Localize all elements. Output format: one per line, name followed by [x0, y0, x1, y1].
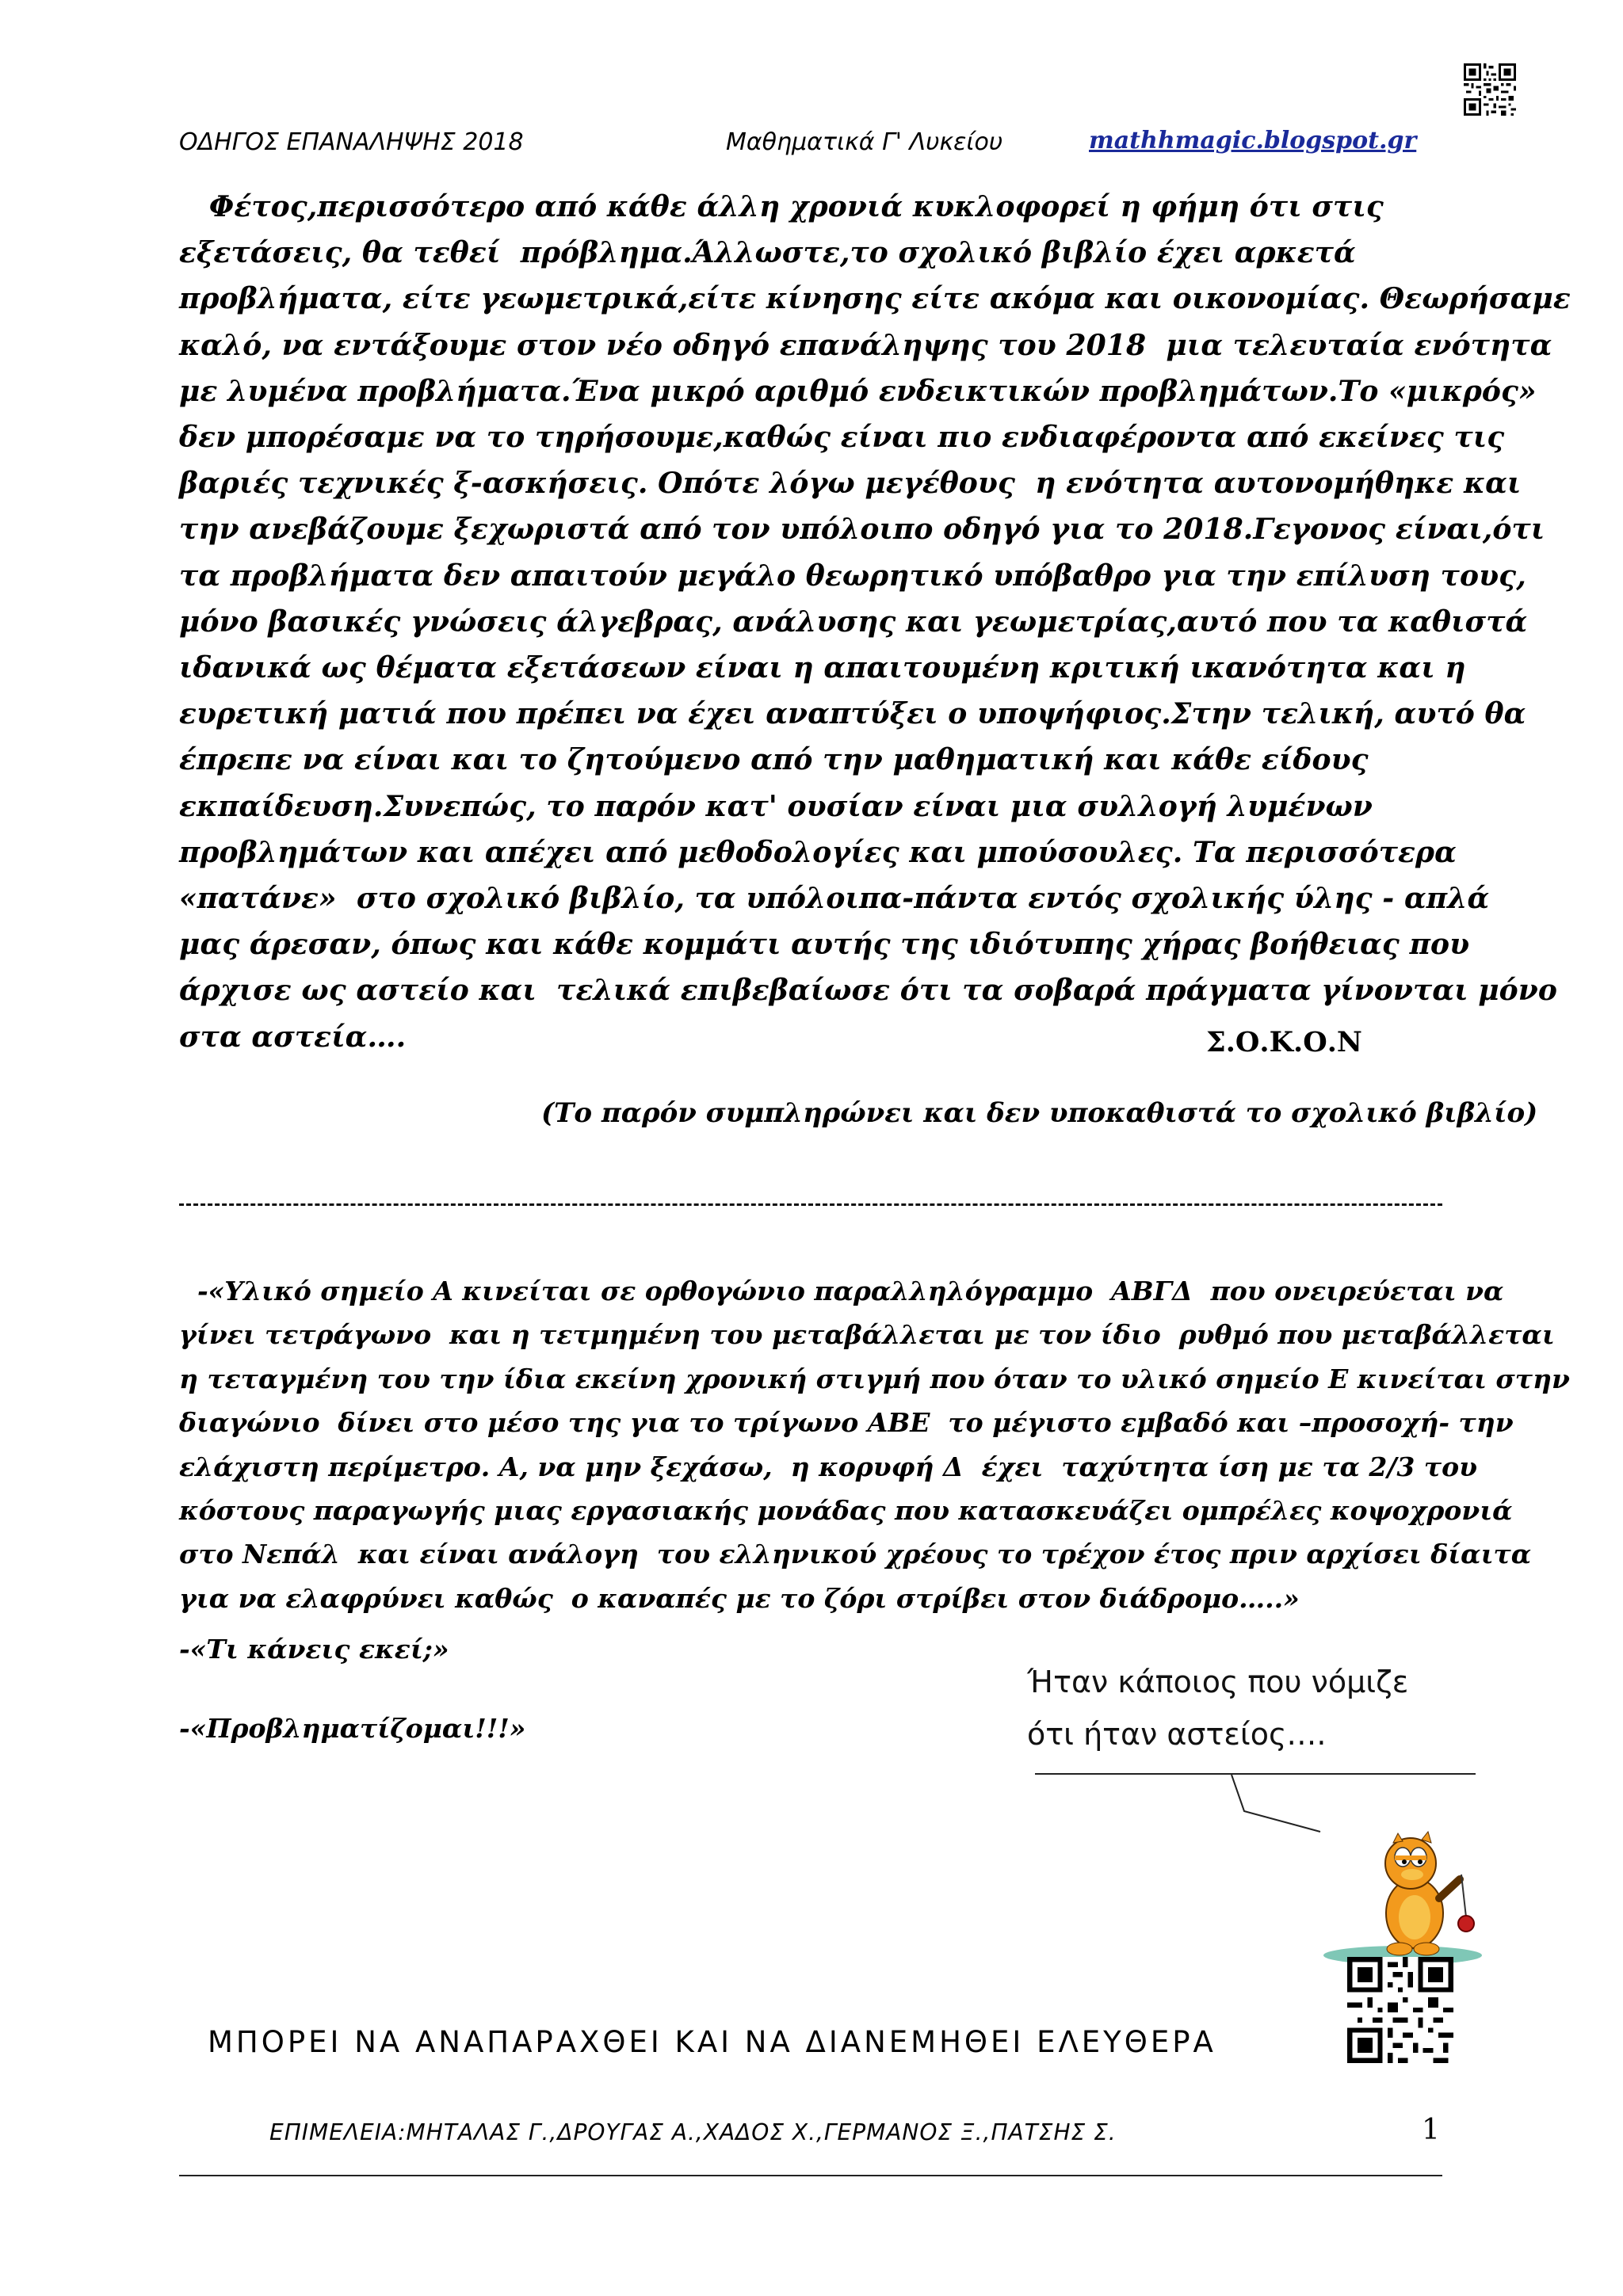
qr-code-bottom [1347, 1957, 1453, 2066]
qr-code-icon [1464, 63, 1516, 116]
speech-bubble-tail [1220, 1773, 1323, 1836]
intro-paragraph: Φέτος,περισσότερο από κάθε άλλη χρονιά κυκλοφορεί η φήμη ότι στις εξετάσεις, θα τεθεί πρόβλημα.Άλλωστε,το σχολικό βιβλίο έχει αρκετά προβλήματα, είτε γεωμετρικά,είτε κίνησης είτε ακόμα και οικονομίας. Θεωρήσαμε καλό, να εντάξουμε στον νέο οδηγό επανάληψης του 2018 μια τελευταία ενότητα με λυμένα προβλήματα.Ένα μικρό αριθμό ενδεικτικών προβλημάτων.Το «μικρός» δεν μπορέσαμε να το τηρήσουμε,καθώς είναι πιο ενδιαφέροντα από εκείνες τις βαριές τεχνικές ξ-ασκήσεις. Οπότε λόγω μεγέθους η ενότητα αυτονομήθηκε και την ανεβάζουμε ξεχωριστά από τον υπόλοιπο οδηγό για το 2018.Γεγονος είναι,ότι τα προβλήματα δεν απαιτούν μεγάλο θεωρητικό υπόβαθρο για την επίλυση τους, μόνο βασικές γνώσεις άλγεβρας, ανάλυσης και γεωμετρίας,αυτό που τα καθιστά ιδανικά ως θέματα εξετάσεων είναι η απαιτουμένη κριτική ικανότητα και η ευρετική ματιά που πρέπει να έχει αναπτύξει ο υποψήφιος.Στην τελική, αυτό θα έπρεπε να είναι και το ζητούμενο από την μαθηματική και κάθε είδους εκπαίδευση.Συνεπώς, το παρόν κατ' ουσίαν είναι μια συλλογή λυμένων προβλημάτων και απέχει από μεθοδολογίες και μπούσουλες. Τα περισσότερα «πατάνε» στο σχολικό βιβλίο, τα υπόλοιπα-πάντα εντός σχολικής ύλης - απλά μας άρεσαν, όπως και κάθε κομμάτι αυτής της ιδιότυπης χήρας βοήθειας που άρχισε ως αστείο και τελικά επιβεβαίωσε ότι τα σοβαρά πράγματα γίνονται μόνο στα αστεία…. [179, 190, 1571, 1054]
disclaimer: (Το παρόν συμπληρώνει και δεν υποκαθιστά το σχολικό βιβλίο) [541, 1097, 1538, 1129]
header-title: ΟΔΗΓΟΣ ΕΠΑΝΑΛΗΨΗΣ 2018 [179, 128, 524, 156]
page-header [179, 125, 1415, 160]
qr-code-icon [1347, 1957, 1453, 2063]
credits: ΕΠΙΜΕΛΕΙΑ:ΜΗΤΑΛΑΣ Γ.,ΔΡΟΥΓΑΣ Α.,ΧΑΔΟΣ Χ.,ΓΕΡΜΑΝΟΣ Ξ.,ΠΑΤΣΗΣ Σ. [269, 2119, 1117, 2145]
dialog-answer: -«Προβληματίζομαι!!!» [179, 1713, 526, 1744]
header-subject: Μαθηματικά Γ' Λυκείου [726, 128, 1003, 156]
blog-link[interactable]: mathhmagic.blogspot.gr [1089, 127, 1417, 154]
garfield-yoyo-illustration [1316, 1822, 1498, 1965]
signature: Σ.Ο.Κ.Ο.Ν [1206, 1026, 1362, 1058]
footer-motto: ΜΠΟΡΕΙ ΝΑ ΑΝΑΠΑΡΑΧΘΕΙ ΚΑΙ ΝΑ ΔΙΑΝΕΜΗΘΕΙ ΕΛΕΥΘΕΡΑ [208, 2025, 1216, 2059]
qr-code-top [1464, 63, 1516, 119]
page-number: 1 [1422, 2114, 1440, 2146]
speech-caption: Ήταν κάποιος που νόμιζε ότι ήταν αστείος…. [1027, 1665, 1409, 1752]
problem-text: -«Υλικό σημείο Α κινείται σε ορθογώνιο παραλληλόγραμμο ΑΒΓΔ που ονειρεύεται να γίνει τετράγωνο και η τετμημένη του μεταβάλλεται με τον ίδιο ρυθμό που μεταβάλλεται η τεταγμένη του την ίδια εκείνη χρονική στιγμή που όταν το υλικό σημείο Ε κινείται στην διαγώνιο δίνει στο μέσο της για το τρίγωνο ΑΒΕ το μέγιστο εμβαδό και –προσοχή- την ελάχιστη περίμετρο. Α, να μην ξεχάσω, η κορυφή Δ έχει ταχύτητα ίση με τα 2/3 του κόστους παραγωγής μιας εργασιακής μονάδας που κατασκευάζει ομπρέλες κοψοχρονιά στο Νεπάλ και είναι ανάλογη του ελληνικού χρέους το τρέχον έτος πριν αρχίσει δίαιτα για να ελαφρύνει καθώς ο καναπές με το ζόρι στρίβει στον διάδρομο…..» [179, 1276, 1570, 1614]
dashed-divider [179, 1203, 1442, 1206]
bottom-rule [179, 2175, 1442, 2176]
dialog-question: -«Τι κάνεις εκεί;» [179, 1634, 449, 1665]
